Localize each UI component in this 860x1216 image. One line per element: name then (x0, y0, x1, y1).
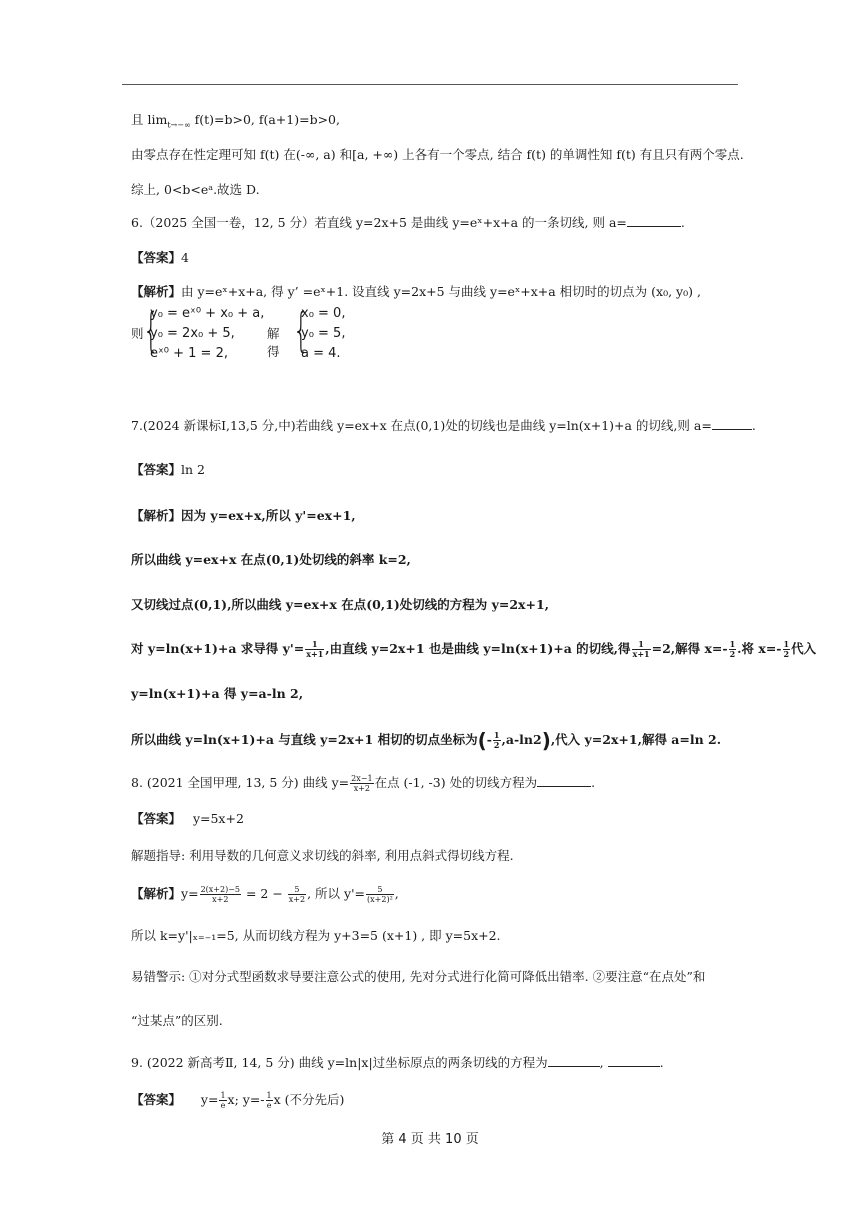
text: 8. (2021 全国甲理, 13, 5 分) 曲线 y= (131, 775, 350, 790)
answer-blank (537, 775, 591, 787)
q9-question (131, 1055, 664, 1071)
denominator: 2 (729, 649, 736, 659)
numerator: 1 (493, 730, 500, 740)
numerator: 1 (632, 640, 651, 650)
denominator: (x+2)² (367, 895, 393, 904)
q7-question (131, 418, 756, 434)
text: y= (181, 886, 199, 901)
q6-question: 6.（2025 全国一卷，12, 5 分）若直线 y=2x+5 是曲线 y=eˣ+x+a 的一条切线, 则 a= . (131, 215, 685, 230)
numerator: 2x−1 (351, 774, 373, 783)
system-prefix: 则 (131, 326, 144, 341)
analysis-text: 由 y=eˣ+x+a, 得 y’ =eˣ+1. 设直线 y=2x+5 与曲线 y=eˣ+x+a 相切时的切点为 (x₀, y₀) , (181, 284, 701, 299)
answer-blank (712, 418, 752, 430)
answer-blank (548, 1055, 600, 1067)
q7-question-text: 7.(2024 新课标Ⅰ,13,5 分,中)若曲线 y=ex+x 在点(0,1)处的切线也是曲线 y=ln(x+1)+a 的切线,则 a= (131, 418, 712, 433)
q5-zero-point-line: 由零点存在性定理可知 f(t) 在(-∞, a) 和[a, +∞) 上各有一个零点, 结合 f(t) 的单调性知 f(t) 有且只有两个零点. (131, 147, 744, 162)
analysis-label: 【解析】 (131, 508, 182, 523)
question-end: . (591, 775, 596, 790)
limit-subscript: t→−∞ (167, 120, 191, 130)
q5-limit-line (131, 112, 340, 134)
denominator: x+2 (353, 784, 371, 793)
denominator: 2 (493, 740, 500, 750)
analysis-label: 【解析】 (131, 284, 182, 299)
text: y= (200, 1092, 219, 1107)
fraction (366, 885, 394, 904)
numerator: 2(x+2)−5 (200, 885, 240, 894)
q6-question-text: 6.（2025 全国一卷，12, 5 分）若直线 y=2x+5 是曲线 y=eˣ+x+a 的一条切线, 则 a= (131, 215, 627, 230)
denominator: e (220, 1101, 226, 1110)
text: 在点 (-1, -3) 处的切线方程为 (374, 775, 538, 790)
denominator: 2 (783, 649, 790, 659)
q7-analysis-line-5: y=ln(x+1)+a 得 y=a-ln 2, (131, 686, 304, 701)
text: 代入 (791, 641, 817, 656)
numerator: 1 (220, 1091, 226, 1100)
fraction (266, 1091, 273, 1110)
answer-label: 【答案】 (131, 811, 182, 826)
answer-label: 【答案】 (131, 1092, 182, 1107)
limit-text: 且 lim (131, 112, 168, 127)
text: 所以曲线 y=ln(x+1)+a 与直线 y=2x+1 相切的切点坐标为 (131, 732, 478, 747)
q5-conclusion-line: 综上, 0<b<eᵃ.故选 D. (131, 182, 260, 197)
header-rule (122, 84, 738, 85)
solve-row: x₀ = 0, (301, 306, 346, 321)
numerator: 1 (783, 639, 790, 649)
q8-warning-line-2: “过某点”的区别. (131, 1013, 223, 1028)
q8-warning-line-1: 易错警示: ①对分式型函数求导要注意公式的使用, 先对分式进行化简可降低出错率. ②要注意“在点处”和 (131, 969, 706, 984)
denominator: x+2 (212, 895, 229, 904)
text: .将 x=- (737, 641, 782, 656)
q9-answer (131, 1091, 344, 1110)
system-row: y₀ = eˣ⁰ + x₀ + a, (150, 306, 265, 321)
answer-label: 【答案】 (131, 250, 182, 265)
denominator: e (266, 1101, 272, 1110)
left-paren: ( (477, 728, 487, 753)
answer-value: 4 (181, 250, 189, 265)
fraction (493, 731, 501, 750)
q6-answer (131, 250, 189, 266)
denominator: x+1 (306, 649, 324, 659)
fraction (288, 885, 306, 904)
separator: , (599, 1055, 608, 1070)
fraction (305, 640, 324, 659)
solve-row: a = 4. (301, 346, 341, 361)
text: ,代入 y=2x+1,解得 a=ln 2. (550, 732, 722, 747)
q8-hint: 解题指导: 利用导数的几何意义求切线的斜率, 利用点斜式得切线方程. (131, 848, 514, 863)
text: , (394, 886, 399, 901)
analysis-label: 【解析】 (131, 886, 182, 901)
question-end: . (751, 418, 756, 433)
question-end: . (659, 1055, 664, 1070)
system-row: y₀ = 2x₀ + 5, (150, 326, 235, 341)
numerator: 1 (729, 639, 736, 649)
answer-label: 【答案】 (131, 462, 182, 477)
numerator: 5 (288, 885, 306, 895)
page-footer: 第 4 页 共 10 页 (381, 1132, 479, 1147)
text: 对 y=ln(x+1)+a 求导得 y'= (131, 641, 305, 656)
text: a-ln2 (505, 732, 542, 747)
answer-value: y=5x+2 (192, 811, 244, 826)
q6-analysis (131, 284, 701, 300)
answer-blank (627, 215, 681, 227)
q7-analysis-line-6: 所以曲线 y=ln(x+1)+a 与直线 y=2x+1 相切的切点坐标为(- $\frac{1}{2}$ ,a-ln2),代入 y=2x+1,解得 a=ln 2. (131, 728, 722, 753)
text: , 所以 y'= (307, 886, 366, 901)
fraction (632, 640, 651, 659)
numerator: 5 (366, 885, 394, 895)
answer-blank (608, 1055, 660, 1067)
text: = 2 − (242, 886, 287, 901)
q7-analysis-line-4 (131, 640, 816, 659)
q7-analysis-line-2: 所以曲线 y=ex+x 在点(0,1)处切线的斜率 k=2, (131, 552, 411, 567)
left-brace: { (143, 303, 160, 357)
right-paren: ) (541, 728, 551, 753)
limit-tail: f(t)=b>0, f(a+1)=b>0, (190, 112, 340, 127)
left-brace: { (293, 303, 310, 357)
q8-question (131, 774, 595, 793)
q7-analysis-line-3: 又切线过点(0,1),所以曲线 y=ex+x 在点(0,1)处切线的方程为 y=2x+1, (131, 597, 550, 612)
text: x (不分先后) (273, 1092, 345, 1107)
fraction (783, 640, 791, 659)
q8-answer (131, 811, 244, 827)
text: ,由直线 y=2x+1 也是曲线 y=ln(x+1)+a 的切线,得 (325, 641, 631, 656)
fraction (200, 885, 241, 904)
solve-row: y₀ = 5, (301, 326, 346, 341)
answer-value: ln 2 (181, 462, 205, 477)
q8-analysis-line-2: 所以 k=y'|ₓ₌₋₁=5, 从而切线方程为 y+3=5 (x+1) , 即 y=5x+2. (131, 928, 501, 943)
fraction (350, 774, 373, 793)
q7-answer (131, 462, 205, 478)
fraction (729, 640, 737, 659)
numerator: 1 (305, 640, 324, 650)
system-row: eˣ⁰ + 1 = 2, (150, 346, 228, 361)
text: x; y=- (227, 1092, 265, 1107)
analysis-text: 因为 y=ex+x,所以 y'=ex+1, (181, 508, 356, 523)
q9-question-text: 9. (2022 新高考Ⅱ, 14, 5 分) 曲线 y=ln|x|过坐标原点的两条切线的方程为 (131, 1055, 548, 1070)
numerator: 1 (266, 1091, 272, 1100)
fraction (219, 1091, 226, 1110)
denominator: x+2 (288, 895, 306, 904)
denominator: x+1 (632, 649, 650, 659)
text: =2,解得 x=- (651, 641, 728, 656)
q7-analysis-line-1 (131, 508, 356, 524)
solve-prefix: 解得 (267, 326, 280, 359)
q8-analysis (131, 885, 399, 904)
